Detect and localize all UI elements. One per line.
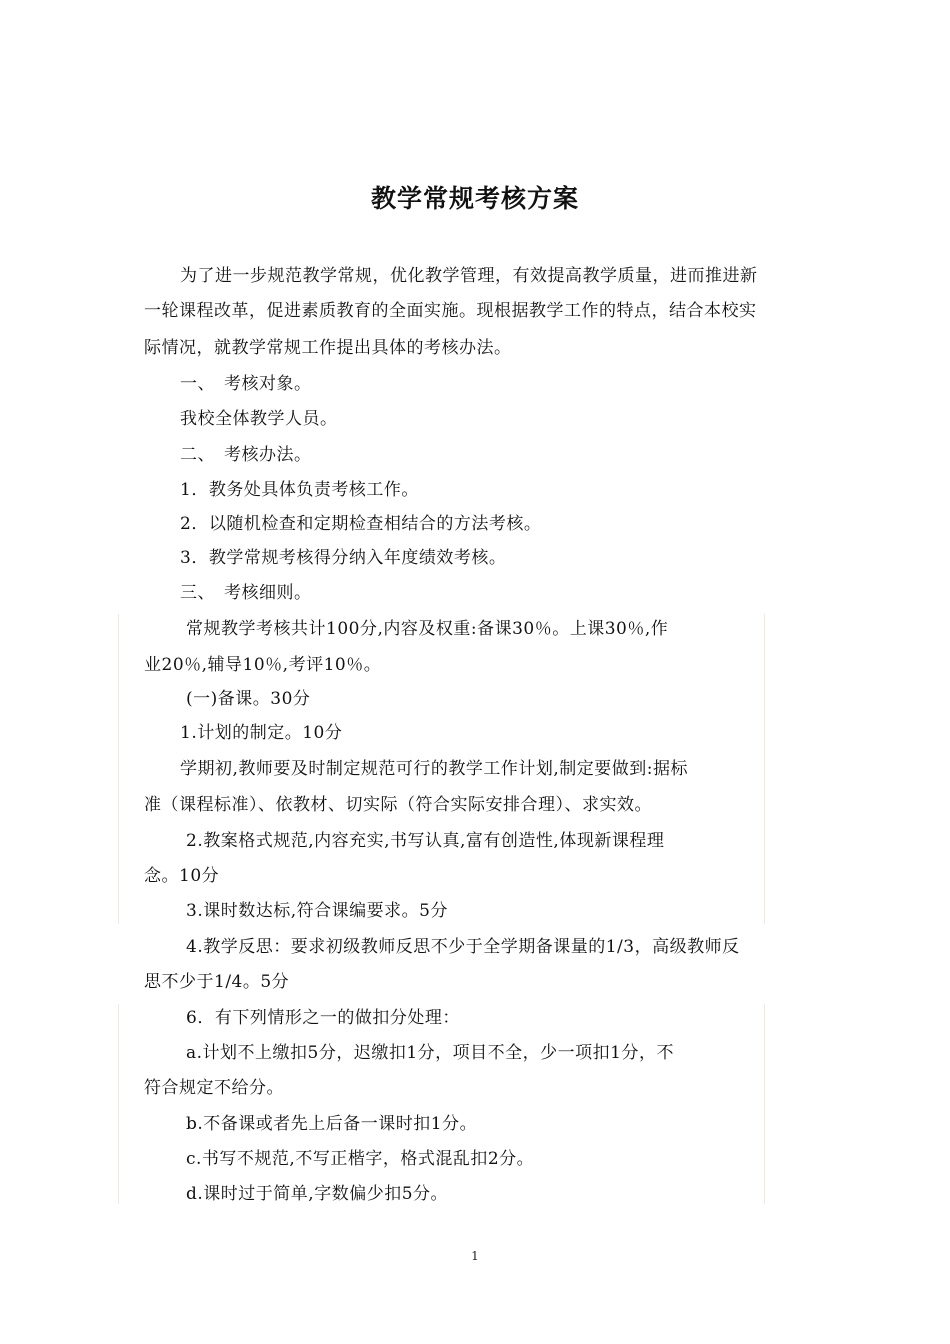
list-item: c.书写不规范,不写正楷字，格式混乱扣2分。 [186, 1149, 535, 1169]
left-margin-rule [118, 1004, 119, 1204]
list-item: 2.教案格式规范,内容充实,书写认真,富有创造性,体现新课程理 [186, 831, 665, 851]
text-line: 学期初,教师要及时制定规范可行的教学工作计划,制定要做到:据标 [180, 759, 689, 779]
document-title: 教学常规考核方案 [370, 184, 579, 213]
text-line: 际情况，就教学常规工作提出具体的考核办法。 [144, 338, 512, 358]
list-item: 2．以随机检查和定期检查相结合的方法考核。 [180, 514, 542, 534]
text-line: 思不少于1/4。5分 [144, 972, 290, 992]
text-line: 为了进一步规范教学常规，优化教学管理，有效提高教学质量，进而推进新 [180, 266, 758, 286]
right-margin-rule [764, 614, 765, 924]
text-line: 业20％,辅导10％,考评10％。 [144, 655, 382, 675]
left-margin-rule [118, 614, 119, 924]
section-heading: 二、 考核办法。 [180, 445, 312, 465]
text-line: 念。10分 [144, 866, 220, 886]
text-line: 常规教学考核共计100分,内容及权重:备课30％。上课30％,作 [186, 619, 669, 639]
list-item: 1.计划的制定。10分 [180, 723, 343, 743]
right-margin-rule [764, 1004, 765, 1204]
page-number: 1 [471, 1249, 479, 1263]
list-item: 4.教学反思：要求初级教师反思不少于全学期备课量的1/3，高级教师反 [186, 937, 740, 957]
list-item: 1．教务处具体负责考核工作。 [180, 480, 419, 500]
list-item: 3．教学常规考核得分纳入年度绩效考核。 [180, 548, 507, 568]
list-item: 3.课时数达标,符合课编要求。5分 [186, 901, 448, 921]
text-line: 准（课程标准）、依教材、切实际（符合实际安排合理）、求实效。 [144, 795, 652, 815]
subsection-heading: (一)备课。30分 [186, 689, 311, 709]
section-heading: 一、 考核对象。 [180, 374, 312, 394]
list-item: a.计划不上缴扣5分，迟缴扣1分，项目不全，少一项扣1分，不 [186, 1043, 674, 1063]
list-item: d.课时过于简单,字数偏少扣5分。 [186, 1184, 449, 1204]
text-line: 符合规定不给分。 [144, 1078, 284, 1098]
section-heading: 三、 考核细则。 [180, 583, 312, 603]
text-line: 我校全体教学人员。 [180, 409, 338, 429]
text-line: 一轮课程改革，促进素质教育的全面实施。现根据教学工作的特点，结合本校实 [144, 301, 757, 321]
list-item: b.不备课或者先上后备一课时扣1分。 [186, 1114, 478, 1134]
list-item: 6．有下列情形之一的做扣分处理： [186, 1008, 460, 1028]
